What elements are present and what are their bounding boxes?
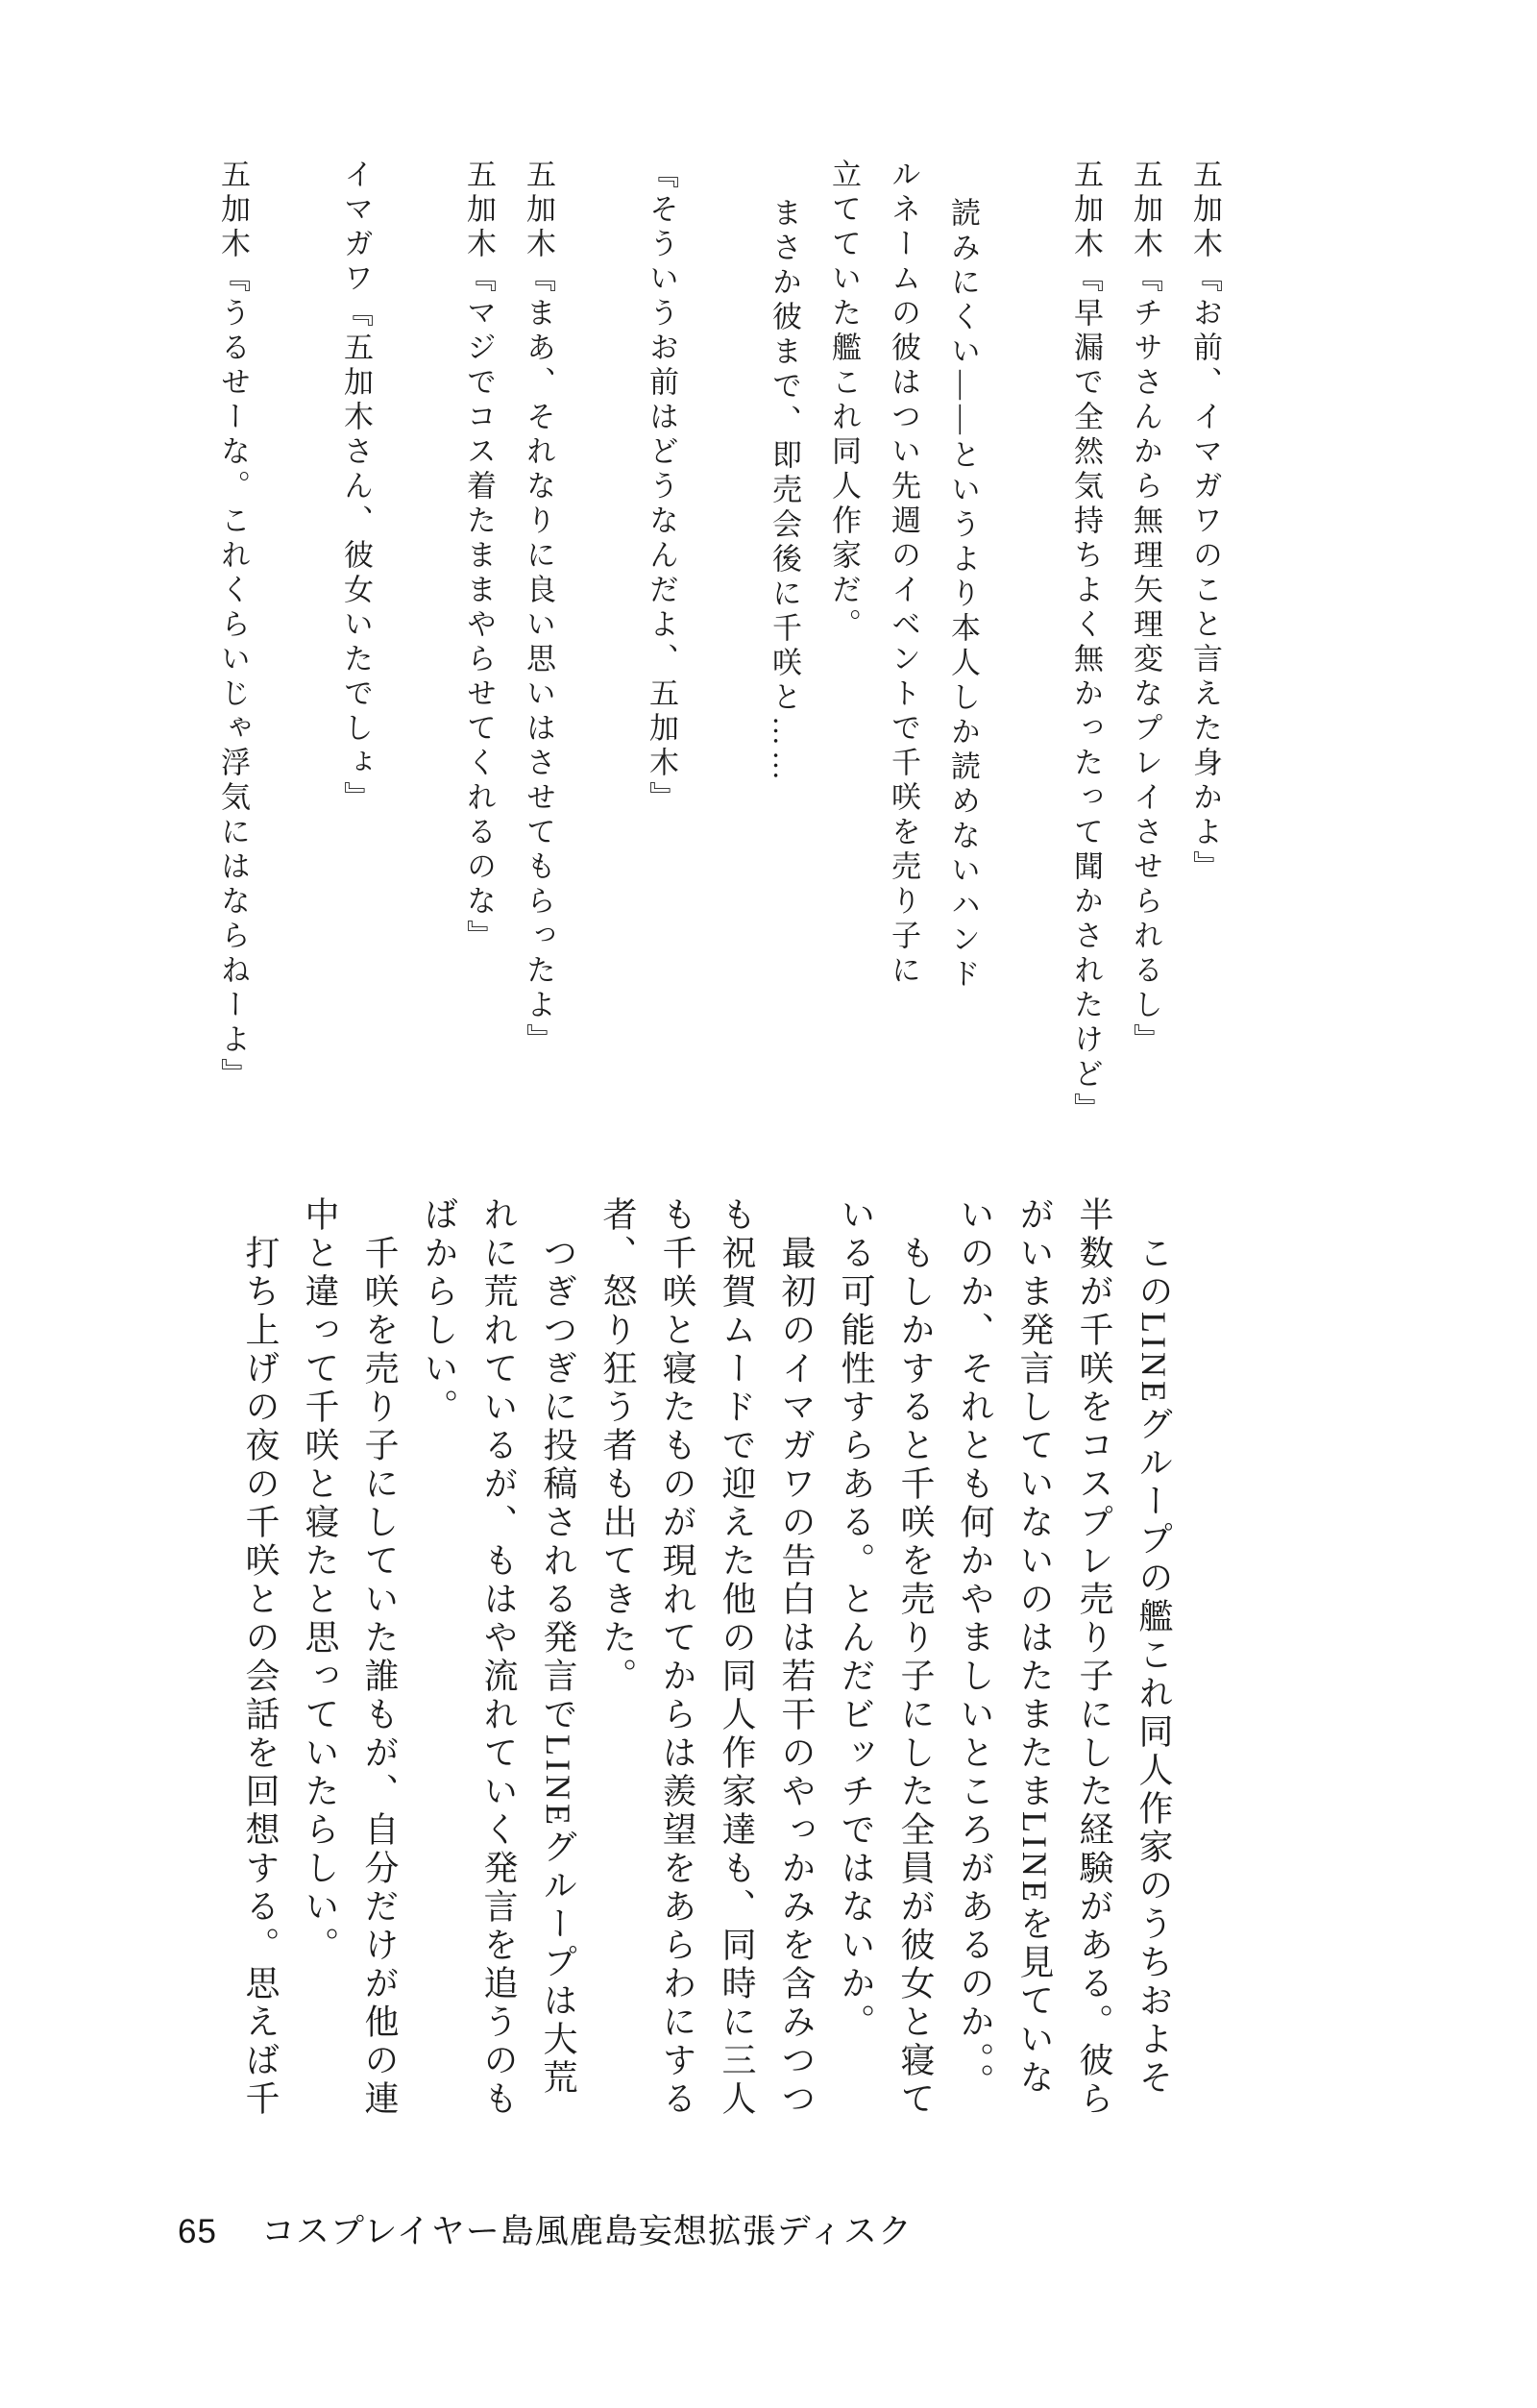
text-line: 打ち上げの夜の千咲との会話を回想する。思えば千: [241, 1235, 280, 2119]
text-line: もしかすると千咲を売り子にした全員が彼女と寝て: [896, 1235, 935, 2119]
text-line: 者、怒り狂う者も出てきた。: [598, 1196, 637, 1696]
text-line: 読みにくい――というより本人しか読めないハンド: [946, 197, 980, 993]
text-line: がいま発言していないのはたまたまLINEを見ていな: [1015, 1196, 1054, 2098]
text-line: 五加木『お前、イマガワのこと言えた身かよ』: [1188, 159, 1222, 885]
text-line: このLINEグループの艦これ同人作家のうちおよそ: [1134, 1235, 1173, 2098]
text-line: イマガワ『五加木さん、彼女いたでしょ』: [339, 159, 373, 816]
text-line: も祝賀ムードで迎えた他の同人作家達も、同時に三人: [718, 1196, 756, 2119]
page-footer: [178, 2205, 913, 2253]
text-line: 五加木『うるせーな。これくらいじゃ浮気にはならねーよ』: [216, 159, 250, 1093]
text-line: 五加木『まあ、それなりに良い思いはさせてもらったよ』: [522, 159, 555, 1058]
text-line: れに荒れているが、もはや流れていく発言を追うのも: [479, 1196, 518, 2119]
text-line: つぎつぎに投稿される発言でLINEグループは大荒: [539, 1235, 577, 2098]
text-line: 五加木『早漏で全然気持ちよく無かったって聞かされたけど』: [1069, 159, 1103, 1127]
text-line: まさか彼まで、即売会後に千咲と……: [768, 197, 801, 785]
text-line: 半数が千咲をコスプレ売り子にした経験がある。彼ら: [1075, 1196, 1113, 2119]
text-line: も千咲と寝たものが現れてからは羨望をあらわにする: [658, 1196, 696, 2119]
page-number: 65: [178, 2213, 217, 2250]
narrative-block: [231, 1196, 1183, 2244]
text-line: 最初のイマガワの告白は若干のやっかみを含みつつ: [777, 1235, 816, 2119]
text-line: ばからしい。: [420, 1196, 458, 1427]
dialogue-block: [203, 159, 1234, 1187]
text-line: 『そういうお前はどうなんだよ、五加木』: [645, 159, 678, 816]
text-line: いる可能性すらある。とんだビッチではないか。: [837, 1196, 875, 2042]
running-title: コスプレイヤー島風鹿島妄想拡張ディスク: [260, 2213, 913, 2250]
text-line: 五加木『マジでコス着たままやらせてくれるのな』: [462, 159, 496, 954]
text-line: ルネームの彼はつい先週のイベントで千咲を売り子に: [887, 159, 920, 989]
text-line: いのか、それとも何かやましいところがあるのか。。: [956, 1196, 994, 2101]
text-line: 千咲を売り子にしていた誰もが、自分だけが他の連: [360, 1235, 399, 2119]
text-line: 立てていた艦これ同人作家だ。: [827, 159, 861, 643]
text-line: 五加木『チサさんから無理矢理変なプレイさせられるし』: [1129, 159, 1162, 1058]
text-line: 中と違って千咲と寝たと思っていたらしい。: [301, 1196, 339, 1965]
